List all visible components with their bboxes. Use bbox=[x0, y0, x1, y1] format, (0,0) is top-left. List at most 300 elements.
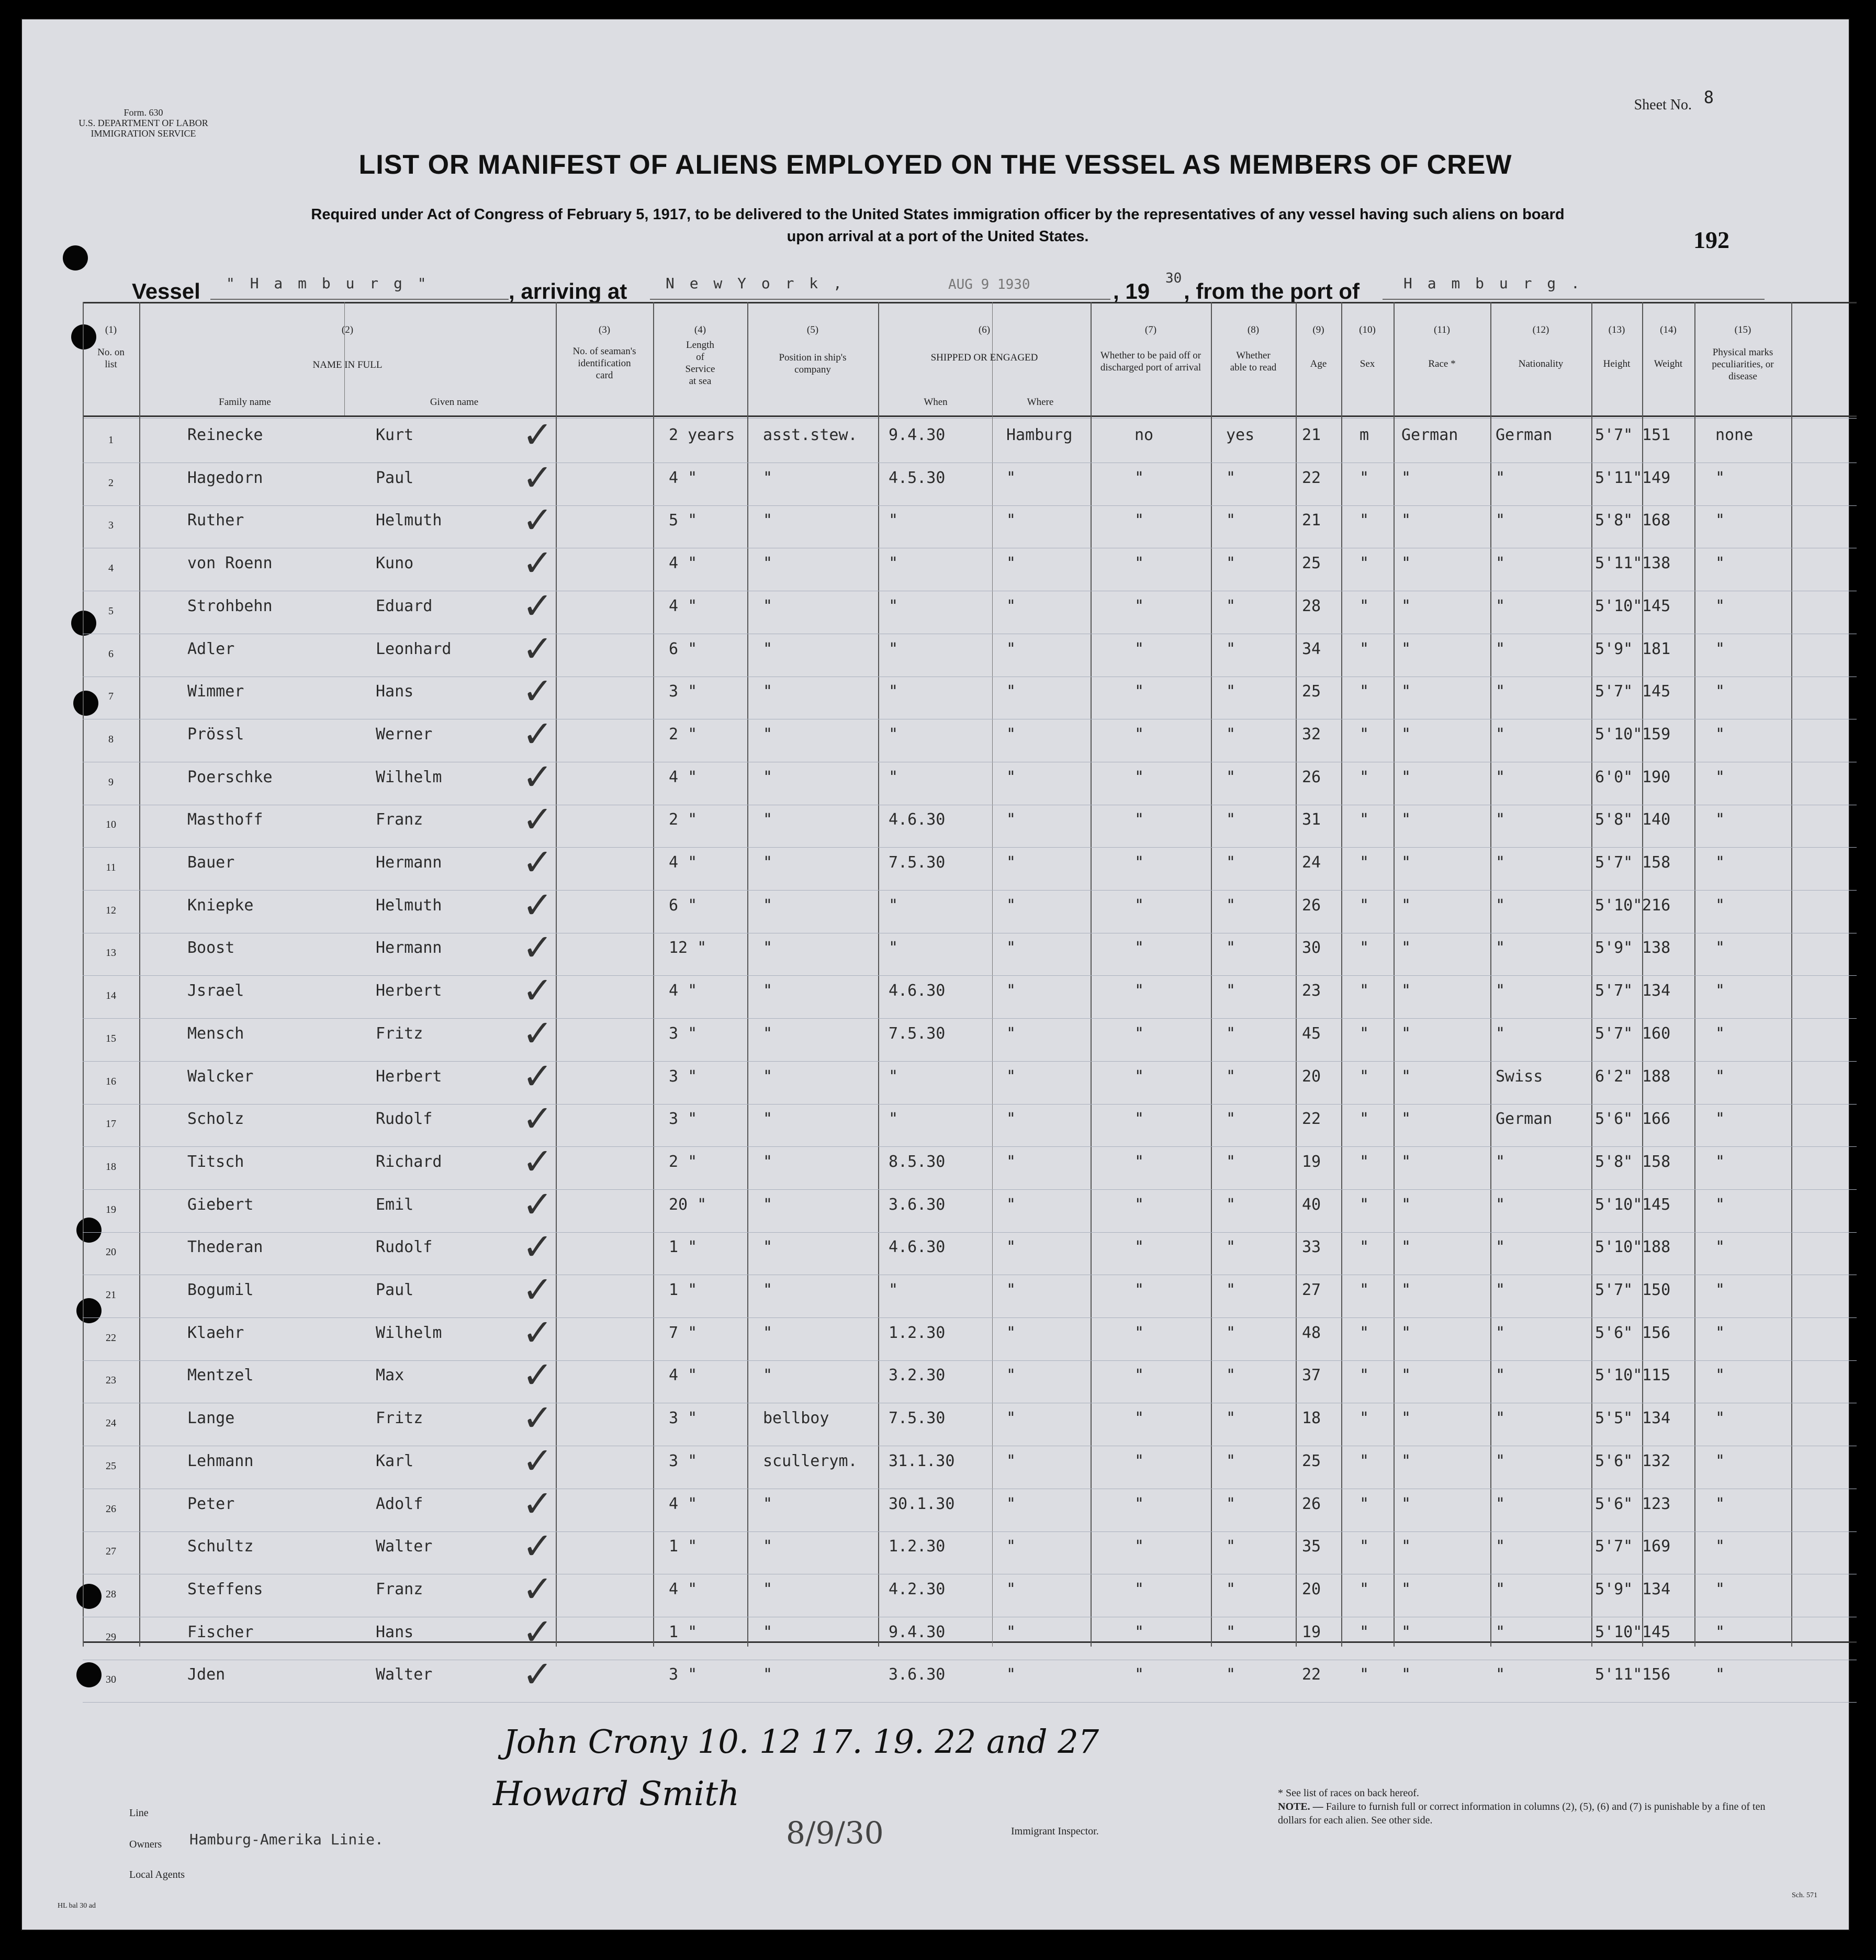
height: 5'7" bbox=[1595, 682, 1633, 701]
shipped-when: 4.6.30 bbox=[889, 810, 946, 829]
weight: 190 bbox=[1642, 768, 1671, 786]
given-name: Herbert bbox=[376, 982, 442, 1000]
able-to-read: " bbox=[1226, 725, 1236, 744]
race: " bbox=[1401, 810, 1411, 829]
given-name: Franz bbox=[376, 810, 423, 829]
length-of-service: 4 " bbox=[669, 853, 698, 872]
age: 48 bbox=[1302, 1323, 1321, 1342]
note-head: NOTE. — bbox=[1278, 1801, 1323, 1812]
position: " bbox=[763, 1366, 773, 1385]
physical-marks: " bbox=[1715, 1537, 1725, 1556]
physical-marks: " bbox=[1715, 1623, 1725, 1641]
row-number: 17 bbox=[106, 1118, 116, 1130]
nationality: " bbox=[1496, 1152, 1506, 1171]
physical-marks: " bbox=[1715, 1024, 1725, 1043]
able-to-read: " bbox=[1226, 1451, 1236, 1470]
weight: 160 bbox=[1642, 1024, 1671, 1043]
family-name: Wimmer bbox=[187, 682, 244, 701]
paid-off: no bbox=[1134, 426, 1154, 444]
given-name: Kurt bbox=[376, 426, 414, 444]
sex: " bbox=[1360, 511, 1369, 530]
weight: 145 bbox=[1642, 682, 1671, 701]
check-mark-icon: ✓ bbox=[522, 1354, 553, 1397]
signature-date: 8/9/30 bbox=[786, 1815, 884, 1851]
position: " bbox=[763, 896, 773, 915]
given-name: Walter bbox=[376, 1537, 433, 1556]
height: 5'10" bbox=[1595, 1366, 1643, 1385]
position: " bbox=[763, 725, 773, 744]
age: 26 bbox=[1302, 768, 1321, 786]
age: 22 bbox=[1302, 1110, 1321, 1129]
able-to-read: " bbox=[1226, 639, 1236, 658]
col-header-read: (8) Whether able to read bbox=[1230, 324, 1277, 373]
table-row bbox=[83, 926, 1857, 975]
col-header-when: When bbox=[924, 397, 948, 408]
family-name: Bogumil bbox=[187, 1281, 254, 1299]
race: " bbox=[1401, 468, 1411, 487]
paid-off: " bbox=[1134, 511, 1144, 530]
nationality: " bbox=[1496, 939, 1506, 958]
year-label: , 19 bbox=[1113, 279, 1150, 303]
sex: " bbox=[1360, 1110, 1369, 1129]
shipped-where: " bbox=[1006, 1494, 1016, 1513]
paid-off: " bbox=[1134, 939, 1144, 958]
length-of-service: 4 " bbox=[669, 468, 698, 487]
bottom-left-mark: HL bal 30 ad bbox=[58, 1902, 96, 1910]
length-of-service: 4 " bbox=[669, 554, 698, 573]
shipped-where: " bbox=[1006, 1366, 1016, 1385]
department: U.S. DEPARTMENT OF LABOR bbox=[78, 118, 208, 128]
sex: " bbox=[1360, 853, 1369, 872]
row-number: 8 bbox=[108, 733, 114, 745]
sex: " bbox=[1360, 1580, 1369, 1598]
family-name: Giebert bbox=[187, 1195, 254, 1214]
check-mark-icon: ✓ bbox=[522, 1482, 553, 1525]
paid-off: " bbox=[1134, 1195, 1144, 1214]
race: " bbox=[1401, 725, 1411, 744]
row-number: 1 bbox=[108, 434, 114, 446]
physical-marks: " bbox=[1715, 982, 1725, 1000]
paid-off: " bbox=[1134, 1494, 1144, 1513]
row-number: 15 bbox=[106, 1032, 116, 1044]
physical-marks: " bbox=[1715, 1195, 1725, 1214]
given-name: Helmuth bbox=[376, 511, 442, 530]
handwritten-note: John Crony 10. 12 17. 19. 22 and 27 bbox=[503, 1722, 1099, 1761]
shipped-where: " bbox=[1006, 810, 1016, 829]
nationality: " bbox=[1496, 982, 1506, 1000]
given-name: Adolf bbox=[376, 1494, 423, 1513]
length-of-service: 4 " bbox=[669, 1366, 698, 1385]
owners-value: Hamburg-Amerika Linie. bbox=[189, 1831, 384, 1848]
check-mark-icon: ✓ bbox=[522, 1567, 553, 1610]
sex: m bbox=[1360, 426, 1369, 444]
height: 5'6" bbox=[1595, 1323, 1633, 1342]
able-to-read: " bbox=[1226, 554, 1236, 573]
col-header-race: (11) Race * bbox=[1428, 324, 1456, 369]
vessel-line bbox=[22, 271, 1849, 306]
family-name: von Roenn bbox=[187, 554, 273, 573]
row-number: 22 bbox=[106, 1332, 116, 1344]
shipped-when: " bbox=[889, 639, 898, 658]
page-subtitle bbox=[116, 204, 1759, 247]
physical-marks: " bbox=[1715, 1281, 1725, 1299]
row-number: 27 bbox=[106, 1546, 116, 1558]
paid-off: " bbox=[1134, 982, 1144, 1000]
weight: 188 bbox=[1642, 1067, 1671, 1086]
col-header-position: (5) Position in ship's company bbox=[779, 324, 847, 375]
shipped-where: " bbox=[1006, 1281, 1016, 1299]
nationality: " bbox=[1496, 725, 1506, 744]
given-name: Hans bbox=[376, 1623, 414, 1641]
from-port: H a m b u r g . bbox=[1403, 275, 1583, 292]
given-name: Walter bbox=[376, 1665, 433, 1684]
sex: " bbox=[1360, 1623, 1369, 1641]
length-of-service: 3 " bbox=[669, 1067, 698, 1086]
physical-marks: " bbox=[1715, 682, 1725, 701]
row-number: 16 bbox=[106, 1075, 116, 1087]
paid-off: " bbox=[1134, 682, 1144, 701]
weight: 216 bbox=[1642, 896, 1671, 915]
paid-off: " bbox=[1134, 1110, 1144, 1129]
nationality: " bbox=[1496, 1665, 1506, 1684]
row-number: 24 bbox=[106, 1417, 116, 1429]
family-name: Poerschke bbox=[187, 768, 273, 786]
table-row bbox=[83, 1182, 1857, 1232]
position: " bbox=[763, 596, 773, 615]
row-number: 21 bbox=[106, 1289, 116, 1301]
row-number: 28 bbox=[106, 1588, 116, 1600]
age: 27 bbox=[1302, 1281, 1321, 1299]
able-to-read: " bbox=[1226, 1494, 1236, 1513]
shipped-when: 3.2.30 bbox=[889, 1366, 946, 1385]
family-name: Adler bbox=[187, 639, 235, 658]
physical-marks: " bbox=[1715, 810, 1725, 829]
check-mark-icon: ✓ bbox=[522, 1140, 553, 1183]
row-number: 11 bbox=[106, 862, 116, 873]
weight: 138 bbox=[1642, 939, 1671, 958]
nationality: " bbox=[1496, 1409, 1506, 1428]
from-port-label: , from the port of bbox=[1184, 279, 1360, 303]
col-header-name: (2) NAME IN FULL bbox=[312, 324, 383, 370]
able-to-read: " bbox=[1226, 810, 1236, 829]
paid-off: " bbox=[1134, 639, 1144, 658]
paid-off: " bbox=[1134, 853, 1144, 872]
shipped-where: " bbox=[1006, 1537, 1016, 1556]
sex: " bbox=[1360, 1537, 1369, 1556]
table-row bbox=[83, 969, 1857, 1018]
position: " bbox=[763, 1024, 773, 1043]
height: 5'11" bbox=[1595, 554, 1643, 573]
length-of-service: 20 " bbox=[669, 1195, 707, 1214]
paid-off: " bbox=[1134, 1281, 1144, 1299]
position: " bbox=[763, 768, 773, 786]
race: " bbox=[1401, 1067, 1411, 1086]
nationality: " bbox=[1496, 511, 1506, 530]
position: " bbox=[763, 1067, 773, 1086]
check-mark-icon: ✓ bbox=[522, 1653, 553, 1696]
physical-marks: " bbox=[1715, 1110, 1725, 1129]
shipped-when: " bbox=[889, 554, 898, 573]
shipped-where: " bbox=[1006, 939, 1016, 958]
physical-marks: " bbox=[1715, 939, 1725, 958]
shipped-when: " bbox=[889, 682, 898, 701]
check-mark-icon: ✓ bbox=[522, 712, 553, 756]
shipped-when: 7.5.30 bbox=[889, 1409, 946, 1428]
weight: 123 bbox=[1642, 1494, 1671, 1513]
shipped-where: " bbox=[1006, 1580, 1016, 1598]
nationality: " bbox=[1496, 596, 1506, 615]
height: 6'0" bbox=[1595, 768, 1633, 786]
weight: 138 bbox=[1642, 554, 1671, 573]
height: 5'8" bbox=[1595, 511, 1633, 530]
page-title: LIST OR MANIFEST OF ALIENS EMPLOYED ON THE VESSEL AS MEMBERS OF CREW bbox=[358, 150, 1512, 180]
paid-off: " bbox=[1134, 1665, 1144, 1684]
weight: 166 bbox=[1642, 1110, 1671, 1129]
race: " bbox=[1401, 768, 1411, 786]
race: " bbox=[1401, 1110, 1411, 1129]
nationality: " bbox=[1496, 1195, 1506, 1214]
shipped-where: " bbox=[1006, 1067, 1016, 1086]
sheet-no-value: 8 bbox=[1703, 87, 1714, 107]
age: 25 bbox=[1302, 682, 1321, 701]
given-name: Fritz bbox=[376, 1024, 423, 1043]
able-to-read: yes bbox=[1226, 426, 1255, 444]
given-name: Helmuth bbox=[376, 896, 442, 915]
race: " bbox=[1401, 1323, 1411, 1342]
weight: 159 bbox=[1642, 725, 1671, 744]
length-of-service: 1 " bbox=[669, 1623, 698, 1641]
race: German bbox=[1401, 426, 1458, 444]
shipped-where: " bbox=[1006, 1110, 1016, 1129]
race: " bbox=[1401, 939, 1411, 958]
age: 28 bbox=[1302, 596, 1321, 615]
given-name: Kuno bbox=[376, 554, 414, 573]
position: scullerym. bbox=[763, 1451, 858, 1470]
age: 21 bbox=[1302, 511, 1321, 530]
position: " bbox=[763, 1195, 773, 1214]
nationality: " bbox=[1496, 1494, 1506, 1513]
length-of-service: 3 " bbox=[669, 1451, 698, 1470]
weight: 134 bbox=[1642, 1409, 1671, 1428]
physical-marks: " bbox=[1715, 1451, 1725, 1470]
paid-off: " bbox=[1134, 554, 1144, 573]
shipped-when: 4.5.30 bbox=[889, 468, 946, 487]
shipped-where: " bbox=[1006, 725, 1016, 744]
able-to-read: " bbox=[1226, 853, 1236, 872]
sex: " bbox=[1360, 682, 1369, 701]
height: 5'9" bbox=[1595, 939, 1633, 958]
check-mark-icon: ✓ bbox=[522, 499, 553, 542]
check-mark-icon: ✓ bbox=[522, 1610, 553, 1653]
row-number: 23 bbox=[106, 1375, 116, 1387]
family-name: Mensch bbox=[187, 1024, 244, 1043]
length-of-service: 3 " bbox=[669, 1110, 698, 1129]
able-to-read: " bbox=[1226, 1366, 1236, 1385]
col-header-paid-off: (7) Whether to be paid off or discharged port of arrival bbox=[1100, 324, 1201, 373]
position: " bbox=[763, 1580, 773, 1598]
height: 5'6" bbox=[1595, 1110, 1633, 1129]
able-to-read: " bbox=[1226, 982, 1236, 1000]
col-header-physical-marks: (15) Physical marks peculiarities, or disease bbox=[1712, 324, 1774, 382]
sex: " bbox=[1360, 768, 1369, 786]
row-number: 3 bbox=[108, 520, 114, 532]
able-to-read: " bbox=[1226, 1281, 1236, 1299]
nationality: " bbox=[1496, 1238, 1506, 1257]
able-to-read: " bbox=[1226, 1409, 1236, 1428]
row-number: 12 bbox=[106, 904, 116, 916]
age: 20 bbox=[1302, 1580, 1321, 1598]
table-row bbox=[83, 841, 1857, 890]
given-name: Franz bbox=[376, 1580, 423, 1598]
given-name: Karl bbox=[376, 1451, 414, 1470]
table-row bbox=[83, 1396, 1857, 1446]
length-of-service: 2 " bbox=[669, 1152, 698, 1171]
weight: 181 bbox=[1642, 639, 1671, 658]
weight: 168 bbox=[1642, 511, 1671, 530]
age: 20 bbox=[1302, 1067, 1321, 1086]
given-name: Hans bbox=[376, 682, 414, 701]
given-name: Leonhard bbox=[376, 639, 452, 658]
paid-off: " bbox=[1134, 725, 1144, 744]
height: 5'8" bbox=[1595, 1152, 1633, 1171]
length-of-service: 2 years bbox=[669, 426, 735, 444]
height: 5'8" bbox=[1595, 810, 1633, 829]
col-header-where: Where bbox=[1027, 397, 1054, 408]
able-to-read: " bbox=[1226, 1665, 1236, 1684]
shipped-when: 4.2.30 bbox=[889, 1580, 946, 1598]
nationality: " bbox=[1496, 1580, 1506, 1598]
sex: " bbox=[1360, 1024, 1369, 1043]
weight: 156 bbox=[1642, 1665, 1671, 1684]
shipped-when: " bbox=[889, 1067, 898, 1086]
able-to-read: " bbox=[1226, 1195, 1236, 1214]
shipped-when: " bbox=[889, 1110, 898, 1129]
physical-marks: " bbox=[1715, 1665, 1725, 1684]
race: " bbox=[1401, 511, 1411, 530]
row-number: 5 bbox=[108, 605, 114, 617]
nationality: " bbox=[1496, 1451, 1506, 1470]
physical-marks: " bbox=[1715, 853, 1725, 872]
table-row bbox=[83, 1011, 1857, 1061]
height: 5'10" bbox=[1595, 596, 1643, 615]
check-mark-icon: ✓ bbox=[522, 413, 553, 456]
table-row bbox=[83, 1653, 1857, 1702]
age: 19 bbox=[1302, 1152, 1321, 1171]
row-number: 25 bbox=[106, 1460, 116, 1472]
length-of-service: 2 " bbox=[669, 810, 698, 829]
row-number: 9 bbox=[108, 776, 114, 788]
line-label: Line bbox=[129, 1807, 149, 1819]
position: " bbox=[763, 939, 773, 958]
position: " bbox=[763, 639, 773, 658]
able-to-read: " bbox=[1226, 939, 1236, 958]
table-row bbox=[83, 1610, 1857, 1660]
age: 24 bbox=[1302, 853, 1321, 872]
weight: 115 bbox=[1642, 1366, 1671, 1385]
check-mark-icon: ✓ bbox=[522, 584, 553, 627]
physical-marks: " bbox=[1715, 1323, 1725, 1342]
punch-hole bbox=[63, 245, 88, 271]
col-header-nationality: (12) Nationality bbox=[1518, 324, 1564, 369]
row-number: 14 bbox=[106, 990, 116, 1002]
family-name: Jsrael bbox=[187, 982, 244, 1000]
col-header-family-name: Family name bbox=[219, 397, 271, 408]
nationality: " bbox=[1496, 1323, 1506, 1342]
year-value: 30 bbox=[1165, 271, 1182, 286]
table-row bbox=[83, 883, 1857, 933]
paid-off: " bbox=[1134, 1537, 1144, 1556]
shipped-when: 7.5.30 bbox=[889, 853, 946, 872]
nationality: " bbox=[1496, 682, 1506, 701]
check-mark-icon: ✓ bbox=[522, 542, 553, 585]
sex: " bbox=[1360, 939, 1369, 958]
nationality: " bbox=[1496, 1281, 1506, 1299]
height: 5'7" bbox=[1595, 1281, 1633, 1299]
check-mark-icon: ✓ bbox=[522, 670, 553, 713]
table-row bbox=[83, 755, 1857, 805]
fine-note: Failure to furnish full or correct information in columns (2), (5), (6) and (7) is punishable by a fine of ten dollars for each alien. See other side. bbox=[1278, 1801, 1766, 1826]
table-row bbox=[83, 1439, 1857, 1489]
weight: 158 bbox=[1642, 853, 1671, 872]
race: " bbox=[1401, 596, 1411, 615]
col-header-no: (1) No. on list bbox=[97, 324, 125, 370]
length-of-service: 4 " bbox=[669, 982, 698, 1000]
able-to-read: " bbox=[1226, 511, 1236, 530]
race: " bbox=[1401, 1195, 1411, 1214]
family-name: Peter bbox=[187, 1494, 235, 1513]
age: 34 bbox=[1302, 639, 1321, 658]
height: 5'9" bbox=[1595, 1580, 1633, 1598]
able-to-read: " bbox=[1226, 682, 1236, 701]
arrival-date-stamp: AUG 9 1930 bbox=[948, 277, 1030, 292]
length-of-service: 3 " bbox=[669, 1409, 698, 1428]
col-header-height: (13) Height bbox=[1603, 324, 1631, 369]
row-number: 18 bbox=[106, 1161, 116, 1173]
paid-off: " bbox=[1134, 1067, 1144, 1086]
age: 26 bbox=[1302, 896, 1321, 915]
shipped-when: 4.6.30 bbox=[889, 1238, 946, 1257]
table-row bbox=[83, 1140, 1857, 1189]
shipped-when: " bbox=[889, 896, 898, 915]
shipped-when: 1.2.30 bbox=[889, 1537, 946, 1556]
shipped-when: " bbox=[889, 725, 898, 744]
length-of-service: 1 " bbox=[669, 1238, 698, 1257]
shipped-when: 7.5.30 bbox=[889, 1024, 946, 1043]
weight: 158 bbox=[1642, 1152, 1671, 1171]
given-name: Hermann bbox=[376, 939, 442, 958]
length-of-service: 3 " bbox=[669, 1665, 698, 1684]
nationality: " bbox=[1496, 1623, 1506, 1641]
physical-marks: " bbox=[1715, 1409, 1725, 1428]
weight: 151 bbox=[1642, 426, 1671, 444]
position: " bbox=[763, 1323, 773, 1342]
family-name: Prössl bbox=[187, 725, 244, 744]
physical-marks: " bbox=[1715, 639, 1725, 658]
given-name: Richard bbox=[376, 1152, 442, 1171]
check-mark-icon: ✓ bbox=[522, 1396, 553, 1440]
shipped-where: " bbox=[1006, 682, 1016, 701]
table-row bbox=[83, 413, 1857, 463]
vessel-label: Vessel bbox=[132, 279, 200, 303]
able-to-read: " bbox=[1226, 1537, 1236, 1556]
shipped-when: 9.4.30 bbox=[889, 426, 946, 444]
schedule-number: Sch. 571 bbox=[1792, 1891, 1817, 1899]
row-number: 2 bbox=[108, 477, 114, 489]
nationality: " bbox=[1496, 853, 1506, 872]
arriving-label: , arriving at bbox=[509, 279, 627, 303]
family-name: Walcker bbox=[187, 1067, 254, 1086]
physical-marks: " bbox=[1715, 1067, 1725, 1086]
